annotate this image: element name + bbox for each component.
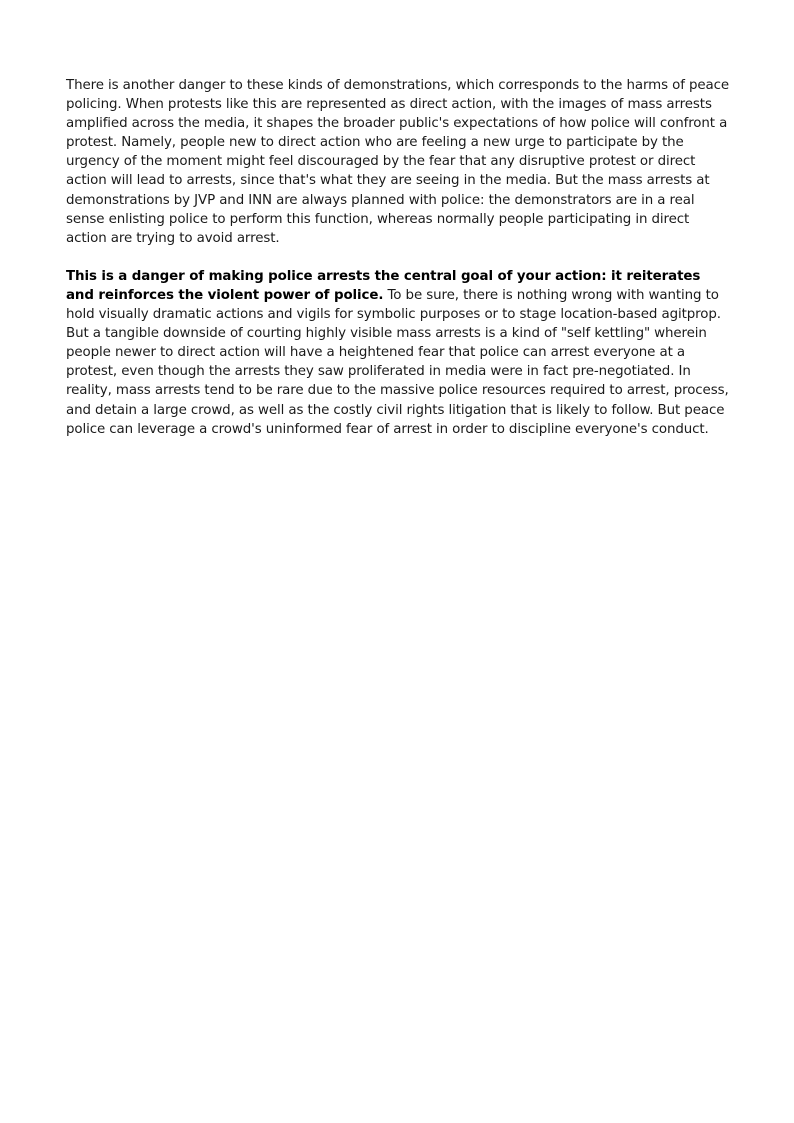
paragraph-bold-lead: This is a danger of making police arrests the central goal of your action: it reiterates and reinforces the violent power of police. (66, 268, 701, 303)
document-body (66, 76, 730, 458)
paragraph-demonstration-dangers (66, 76, 730, 248)
paragraph-text: To be sure, there is nothing wrong with wanting to hold visually dramatic actions and vigils for symbolic purposes or to stage location-based agitprop. But a tangible downside of courting highly visible mass arrests is a kind of "self kettling" wherein people newer to direct action will have a heightened fear that police can arrest everyone at a protest, even though the arrests they saw proliferated in media were in fact pre-negotiated. In reality, mass arrests tend to be rare due to the massive police resources required to arrest, process, and detain a large crowd, as well as the costly civil rights litigation that is likely to follow. But peace police can leverage a crowd's uninformed fear of arrest in order to discipline everyone's conduct. (66, 287, 729, 437)
paragraph-text: There is another danger to these kinds of demonstrations, which corresponds to the harms of peace policing. When protests like this are represented as direct action, with the images of mass arrests amplified across the media, it shapes the broader public's expectations of how police will confront a protest. Namely, people new to direct action who are feeling a new urge to participate by the urgency of the moment might feel discouraged by the fear that any disruptive protest or direct action will lead to arrests, since that's what they are seeing in the media. But the mass arrests at demonstrations by JVP and INN are always planned with police: the demonstrators are in a real sense enlisting police to perform this function, whereas normally people participating in direct action are trying to avoid arrest. (66, 78, 730, 246)
paragraph-police-arrests (66, 267, 730, 439)
